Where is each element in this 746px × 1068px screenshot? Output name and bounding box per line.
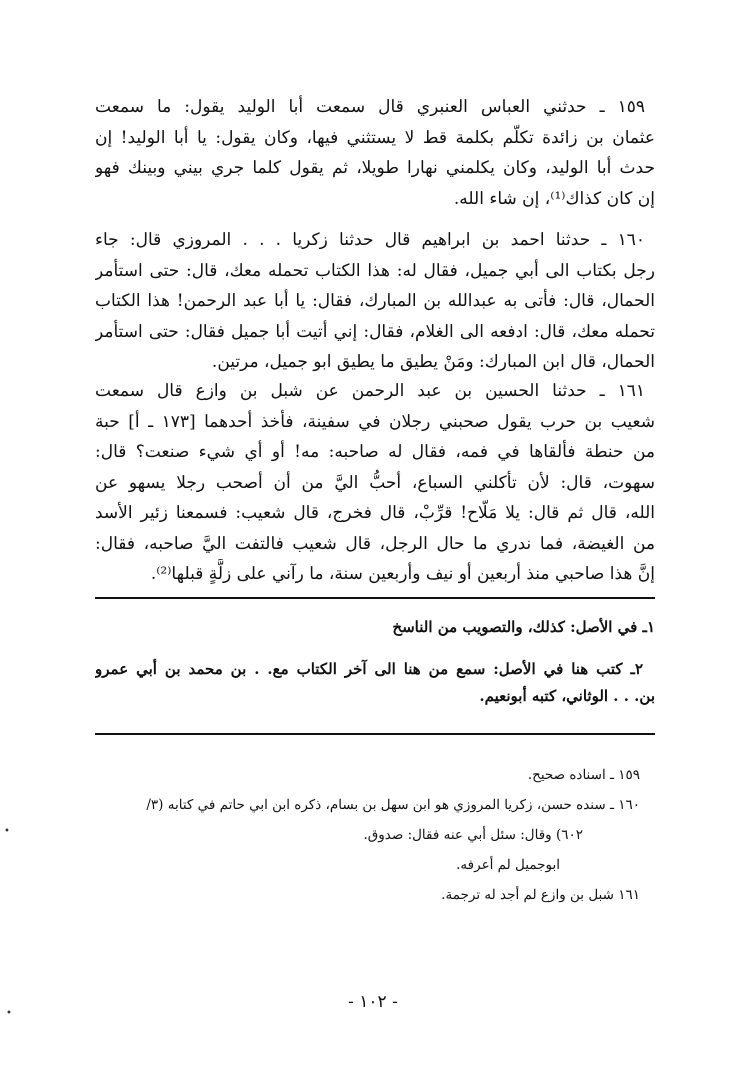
footnote-divider bbox=[95, 597, 655, 599]
footnote-1 bbox=[95, 614, 655, 641]
text-line: رجل بكتاب الى أبي جميل، فقال له: هذا الكتاب تحمله معك، قال: حتى استأمر bbox=[95, 260, 655, 281]
text-line: حدث أبا الوليد، وكان يكلمني نهارا طويلا، ثم يقول كلما جري بيني وبينك فهو bbox=[95, 158, 655, 178]
page-number: - ١٠٢ - bbox=[348, 992, 398, 1012]
text-line: الله، قال ثم قال: يلا مَلّاح! قرِّبْ، قال فخرج، قال شعيب: فسمعنا زئير الأسد bbox=[95, 503, 655, 523]
text-line: تحمله معك، قال: ادفعه الى الغلام، فقال: إني أتيت أبا جميل فقال: حتى استأمر bbox=[95, 321, 655, 342]
footnote-line: ٢ـ كتب هنا في الأصل: سمع من هنا الى آخر الكتاب مع. . بن محمد بن أبي عمرو bbox=[95, 660, 643, 678]
text-line: الحمال، قال: فأتى به عبدالله بن المبارك، فقال: يا أبا عبد الرحمن! هذا الكتاب bbox=[95, 291, 655, 311]
note-line: ١٦٠ ـ سنده حسن، زكريا المروزي هو ابن سهل بن بسام، ذكره ابن ابي حاتم في كتابه (٣/ bbox=[146, 797, 640, 813]
footnote-line: ١ـ في الأصل: كذلك، والتصويب من الناسخ bbox=[392, 618, 655, 636]
text-line: من حنطة فألقاها في فمه، فقال له صاحبه: مه! أو أي شيء صنعت؟ قال: bbox=[95, 442, 655, 462]
notes-divider bbox=[95, 733, 655, 735]
note-line: ٦٠٢) وقال: سئل أبي عنه فقال: صدوق. bbox=[363, 827, 583, 843]
entry-160 bbox=[95, 225, 655, 378]
text-line: الحمال، قال ابن المبارك: ومَنْ يطيق ما يطيق ابو جميل، مرتين. bbox=[211, 352, 655, 372]
entry-159 bbox=[95, 92, 655, 214]
margin-dot: • bbox=[6, 1008, 12, 1019]
entry-161 bbox=[95, 376, 655, 590]
margin-dot: • bbox=[4, 826, 10, 837]
text-line: ١٦٠ ـ حدثنا احمد بن ابراهيم قال حدثنا زكريا . . . المروزي قال: جاء bbox=[95, 230, 645, 250]
text-line: عثمان بن زائدة تكلّم بكلمة قط لا يستثني فيها، وكان يقول: يا أبا الوليد! إن bbox=[95, 127, 655, 148]
footnote-2 bbox=[95, 656, 655, 710]
text-line: من الغيضة، فما ندري ما حال الرجل، قال شعيب فالتفت اليَّ صاحبه، فقال: bbox=[95, 533, 655, 554]
text-line: إن كان كذاك⁽¹⁾، إن شاء الله. bbox=[453, 188, 655, 209]
text-line: ١٦١ ـ حدثنا الحسين بن عبد الرحمن عن شبل بن وازع قال سمعت bbox=[95, 381, 645, 401]
text-line: سهوت، قال: لأن تأكلني السباع، أحبُّ اليَّ من أن أصحب رجلا يسهو عن bbox=[95, 472, 655, 493]
footnote-line: بن. . . الوثاني، كتبه أبونعيم. bbox=[479, 687, 655, 705]
editor-notes bbox=[95, 760, 655, 910]
text-line: شعيب بن حرب يقول صحبني رجلان في سفينة، فأخذ أحدهما [١٧٣ ـ أ] حبة bbox=[95, 411, 655, 432]
text-line: ١٥٩ ـ حدثني العباس العنبري قال سمعت أبا الوليد يقول: ما سمعت bbox=[95, 97, 645, 117]
note-line: ١٥٩ ـ اسناده صحيح. bbox=[527, 767, 640, 783]
note-line: ابوجميل لم أعرفه. bbox=[456, 857, 560, 873]
note-line: ١٦١ شبل بن وازع لم أجد له ترجمة. bbox=[441, 887, 640, 903]
text-line: إنَّ هذا صاحبي منذ أربعين أو نيف وأربعين سنة، ما رآني على زلَّةٍ قبلها⁽²⁾. bbox=[150, 564, 655, 584]
